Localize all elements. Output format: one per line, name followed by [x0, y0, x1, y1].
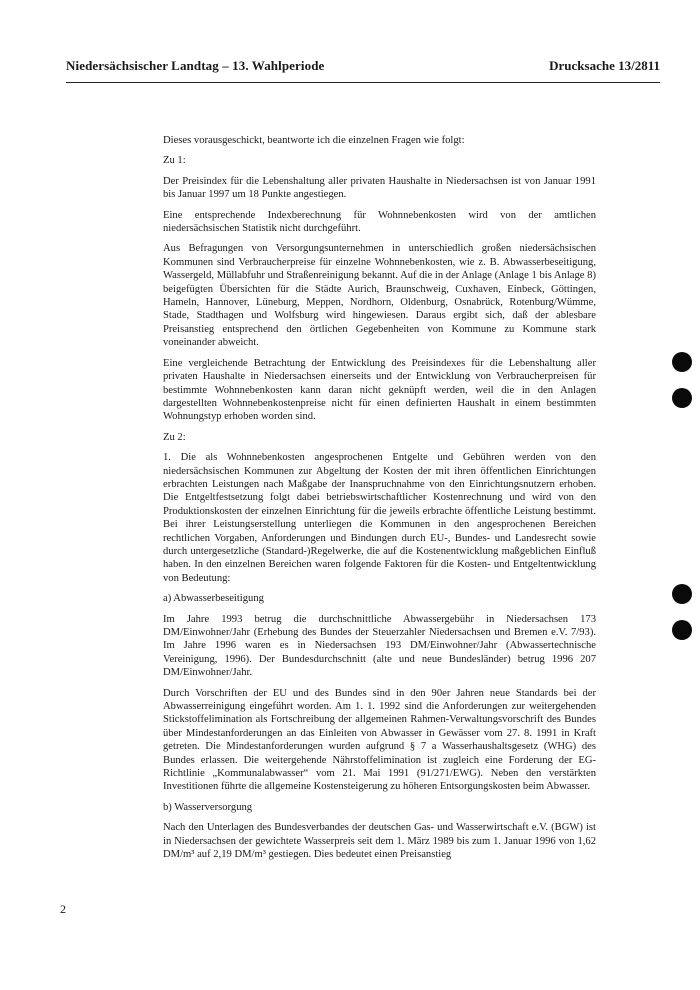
body-paragraph: Durch Vorschriften der EU und des Bundes sind in den 90er Jahren neue Standards bei der Abwasserreinigung eingeführt worden. Am 1. 1. 1992 sind die Anforderungen zur weitergehenden Stickstoffelimination als Fortschreibung der allgemeinen Rahmen-Verwaltungsvorschrift des Bundes über Mindestanforderungen an das Einleiten von Abwasser in Gewässer vom 27. 8. 1991 in Kraft getreten. Die Mindestanforderungen wurden aufgrund § 7 a Wasserhaushaltsgesetz (WHG) des Bundes erlassen. Die weitergehende Nährstoffelimination ist zugleich eine Forderung der EG-Richtlinie „Kommunalabwasser“ vom 21. Mai 1991 (91/271/EWG). Neben den verstärkten Investitionen führte die allgemeine Kostensteigerung zu höheren Entsorgungskosten beim Abwasser. [163, 687, 596, 793]
subsection-heading-b: b) Wasserversorgung [163, 801, 253, 813]
margin-punch-mark [672, 352, 692, 372]
body-paragraph: Nach den Unterlagen des Bundesverbandes der deutschen Gas- und Wasserwirtschaft e.V. (BGW) ist in Niedersachsen der gewichtete Wasserpreis seit dem 1. März 1989 bis zum 1. Januar 1996 von 1,62 DM/m³ auf 2,19 DM/m³ gestiegen. Dies bedeutet einen Preisanstieg [163, 822, 596, 861]
margin-punch-mark [672, 584, 692, 604]
header-rule [66, 82, 660, 83]
body-paragraph: Aus Befragungen von Versorgungsunternehmen in unterschiedlich großen niedersächsischen Kommunen sind Verbraucherpreise für einzelne Wohnnebenkosten, wie z. B. Abwasserbeseitigung, Wassergeld, Müllabfuhr und Straßenreinigung bekannt. Auf die in der Anlage (Anlage 1 bis Anlage 8) beigefügten Übersichten für die Städte Aurich, Braunschweig, Cuxhaven, Einbeck, Göttingen, Hameln, Hannover, Lüneburg, Meppen, Nordhorn, Oldenburg, Osnabrück, Rotenburg/Wümme, Stade, Stadthagen und Wolfsburg wird hingewiesen. Daraus ergibt sich, daß der ablesbare Preisanstieg entsprechend den örtlichen Gegebenheiten von Kommune zu Kommune stark voneinander abweicht. [163, 243, 596, 349]
subsection-heading-a: a) Abwasserbeseitigung [163, 593, 264, 605]
body-paragraph: Eine vergleichende Betrachtung der Entwicklung des Preisindexes für die Lebenshaltung aller privaten Haushalte in Niedersachsen einerseits und der Entwicklung von Verbraucherpreisen für bestimmte Wohnnebenkosten kann daran nicht geknüpft werden, weil die in den Anlagen dargestellten Wohnnebenkostenpreise nicht für einen definierten Haushalt in einem bestimmten Wohnungstyp erhoben worden sind. [163, 357, 596, 423]
margin-punch-mark [672, 388, 692, 408]
body-paragraph: Dieses vorausgeschickt, beantworte ich die einzelnen Fragen wie folgt: [163, 135, 465, 146]
page-header [66, 58, 660, 74]
document-body [163, 134, 596, 869]
section-heading-zu-2: Zu 2: [163, 431, 186, 443]
page-number: 2 [60, 902, 66, 916]
header-parliament-title: Niedersächsischer Landtag – 13. Wahlperiode [66, 58, 325, 73]
margin-punch-mark [672, 620, 692, 640]
body-paragraph: Im Jahre 1993 betrug die durchschnittliche Abwassergebühr in Niedersachsen 173 DM/Einwohner/Jahr (Erhebung des Bundes der Steuerzahler Niedersachsen und Bremen e.V. 7/93). Im Jahre 1996 waren es in Niedersachsen 193 DM/Einwohner/Jahr (Abwassertechnische Vereinigung, 1996). Der Bundesdurchschnitt (alte und neue Bundesländer) betrug 1996 207 DM/Einwohner/Jahr. [163, 613, 596, 679]
header-document-number: Drucksache 13/2811 [549, 58, 660, 73]
body-paragraph: Eine entsprechende Indexberechnung für Wohnnebenkosten wird von der amtlichen niedersächsischen Statistik nicht durchgeführt. [163, 209, 596, 235]
section-heading-zu-1: Zu 1: [163, 155, 186, 167]
body-paragraph: Der Preisindex für die Lebenshaltung aller privaten Haushalte in Niedersachsen ist von Januar 1991 bis Januar 1997 um 18 Punkte angestiegen. [163, 175, 596, 201]
body-paragraph: 1. Die als Wohnnebenkosten angesprochenen Entgelte und Gebühren werden von den niedersächsischen Kommunen zur Abgeltung der Kosten der mit ihren öffentlichen Einrichtungen erbrachten Leistungen nach Maßgabe der Inanspruchnahme von den Einrichtungsnutzern erhoben. Die Entgeltfestsetzung folgt dabei betriebswirtschaftlicher Kostenrechnung und wird von den Produktionskosten der einzelnen Einrichtung für die jeweils erbrachte öffentliche Leistung bestimmt. Bei ihrer Leistungserstellung unterliegen die Kommunen in den angesprochenen Bereichen rechtlichen Vorgaben, Anforderungen und Bindungen durch EU-, Bundes- und Landesrecht sowie durch untergesetzliche (Standard-)Regelwerke, die auf die Kostenentwicklung maßgeblichen Einfluß haben. In den einzelnen Bereichen waren folgende Faktoren für die Kosten- und Entgeltentwicklung von Bedeutung: [163, 452, 596, 584]
